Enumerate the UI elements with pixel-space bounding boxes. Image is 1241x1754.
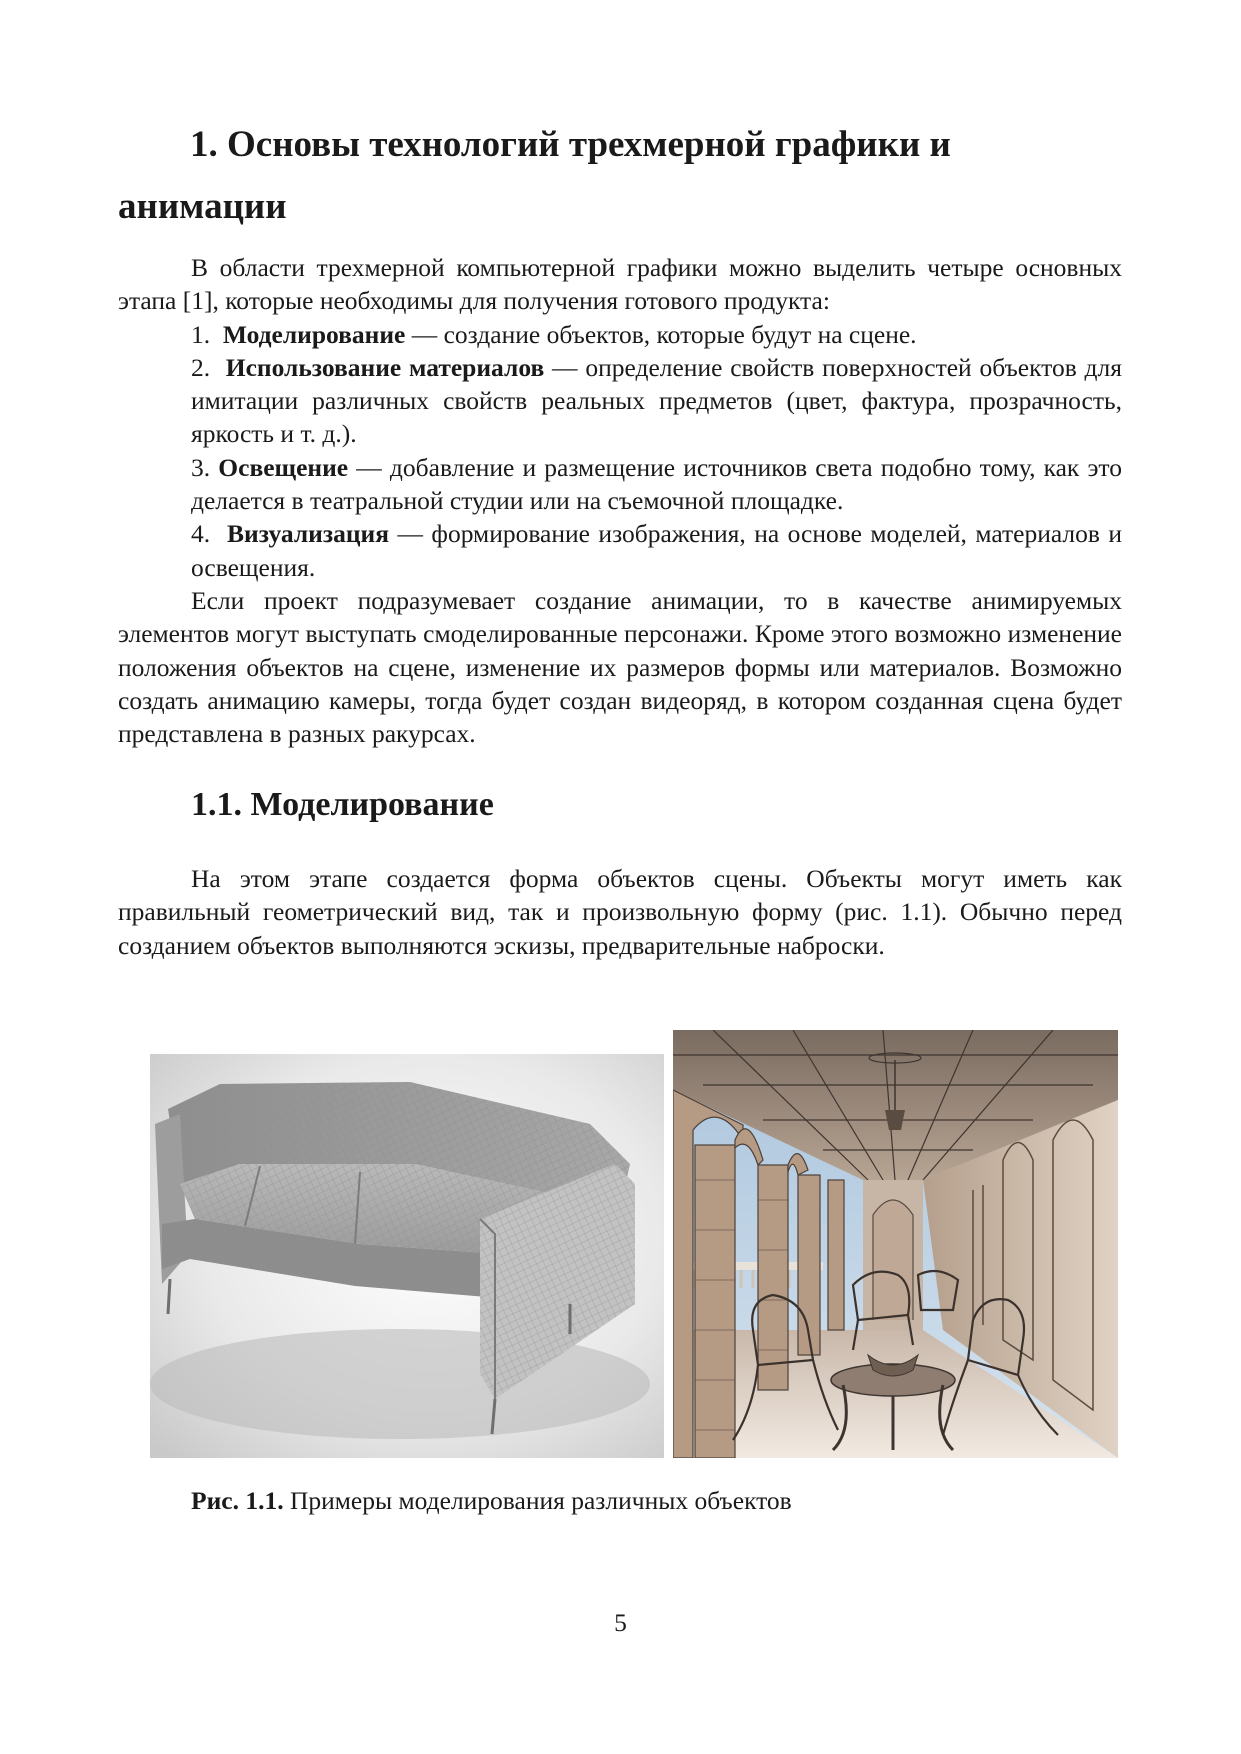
intro-paragraph: В области трехмерной компьютерной графики можно выделить четыре основных этапа [1], которые необходимы для получения готового продукта: <box>118 253 1122 316</box>
modeling-block <box>118 862 1122 962</box>
list-description: — создание объектов, которые будут на сцене. <box>405 319 917 349</box>
list-description: — определение свойств поверхностей объектов для имитации различных свойств реальных предметов (цвет, фактура, прозрачность, яркость и т. д.). <box>191 352 1122 449</box>
figure-label: Рис. 1.1. <box>191 1486 284 1515</box>
figure-caption <box>191 1484 792 1518</box>
chapter-title-line1: Основы технологий трехмерной графики и <box>227 124 951 165</box>
list-item-materials <box>191 351 1122 451</box>
list-description: — добавление и размещение источников света подобно тому, как это делается в театральной студии или на съемочной площадке. <box>191 452 1122 516</box>
veranda-interior-image <box>673 1030 1118 1458</box>
chapter-title-line2: анимации <box>118 186 287 227</box>
animation-paragraph: Если проект подразумевает создание анимации, то в качестве анимируемых элементов могут выступать смоделированные персонажи. Кроме этого возможно изменение положения объектов на сцене, изменение их размеров формы или материалов. Возможно создать анимацию камеры, тогда будет создан видеоряд, в котором созданная сцена будет представлена в разных ракурсах. <box>118 585 1122 749</box>
body-block <box>118 251 1122 750</box>
list-description: — формирование изображения, на основе моделей, материалов и освещения. <box>191 519 1122 582</box>
list-term: Освещение <box>218 452 349 482</box>
list-number: 4. <box>191 519 211 549</box>
list-item-lighting <box>191 451 1122 518</box>
section-heading: 1.1. Моделирование <box>191 786 494 823</box>
list-number: 2. <box>191 352 211 382</box>
list-item-modeling <box>191 318 1122 351</box>
chapter-number: 1. <box>190 124 218 165</box>
chapter-heading <box>118 114 1128 238</box>
page-number: 5 <box>614 1608 627 1637</box>
list-item-rendering <box>191 517 1122 584</box>
list-number: 1. <box>191 319 211 349</box>
list-term: Визуализация <box>227 519 390 549</box>
list-number: 3. <box>191 452 211 482</box>
list-term: Использование материалов <box>225 352 545 382</box>
figure-caption-text: Примеры моделирования различных объектов <box>283 1486 792 1515</box>
sofa-model-image <box>150 1054 664 1458</box>
modeling-paragraph: На этом этапе создается форма объектов сцены. Объекты могут иметь как правильный геометрический вид, так и произвольную форму (рис. 1.1). Обычно перед созданием объектов выполняются эскизы, предварительные наброски. <box>118 864 1122 960</box>
list-term: Моделирование <box>222 319 406 349</box>
